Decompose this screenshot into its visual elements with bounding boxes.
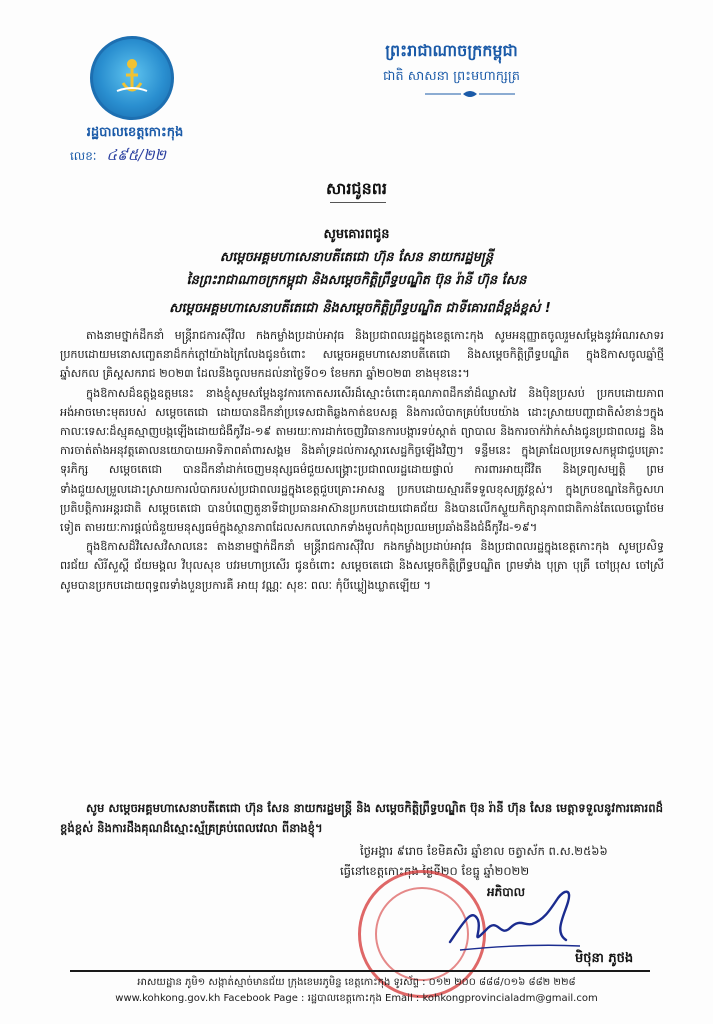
footer-contact: www.kohkong.gov.kh Facebook Page : រដ្ឋបាលខេត្តកោះកុង Email : kohkongprovincialadm@gmail.com	[115, 993, 598, 1004]
ornament-divider-icon	[425, 90, 515, 98]
footer-divider	[70, 970, 650, 972]
lunar-date: ថ្ងៃអង្គារ ៩រោច ខែមិគសិរ ឆ្នាំខាល ចត្វាស័ក ព.ស.២៥៦៦	[360, 844, 608, 858]
kingdom-heading: ព្រះរាជាណាចក្រកម្ពុជា	[385, 41, 518, 60]
footer-address: អាសយដ្ឋាន ភូមិ១ សង្កាត់ស្មាច់មានជ័យ ក្រុងខេមរភូមិន្ទ ខេត្តកោះកុង ទូរស័ព្ទ : ០១២ ២០០ ៨៨៨/០១៦ ៨៨២ ២២៨	[137, 977, 576, 988]
signer-title: អភិបាល	[487, 885, 526, 899]
addressee-line-3: នៃព្រះរាជាណាចក្រកម្ពុជា និងសម្តេចកិត្តិព្រឹទ្ធបណ្ឌិត ប៊ុន រ៉ានី ហ៊ុន សែន	[186, 273, 527, 288]
body-paragraph-1: តាងនាមថ្នាក់ដឹកនាំ មន្ត្រីរាជការស៊ីវិល កងកម្លាំងប្រដាប់អាវុធ និងប្រជាពលរដ្ឋក្នុងខេត្តកោះកុង សូមអនុញ្ញាតចូលរួមសម្តែងនូវអំណរសាទរ ប្រកបដោយមនោសញ្ចេតនាដ៏កក់ក្តៅយ៉ាងក្រៃលែងជូនចំពោះ សម្តេចអគ្គមហាសេនាបតីតេជោ និងសម្តេចកិត្តិព្រឹទ្ធបណ្ឌិត ក្នុងឱកាសចូលឆ្នាំថ្មី ឆ្នាំសកល គ្រិស្តសករាជ ២០២៣ ដែលនឹងចូលមកដល់នាថ្ងៃទី០១ ខែមករា ឆ្នាំ២០២៣ ខាងមុខនេះ។	[60, 329, 664, 381]
closing-paragraph	[60, 798, 664, 838]
addressee-line-1: សូមគោរពជូន	[323, 227, 390, 242]
letter-body	[60, 326, 664, 595]
solar-date: ធ្វើនៅខេត្តកោះកុង ថ្ងៃទី២០ ខែធ្នូ ឆ្នាំ២០២២	[340, 864, 530, 878]
title-underline	[330, 202, 386, 203]
signer-name: មិថុនា ភូថង	[575, 951, 634, 966]
salutation: សម្តេចអគ្គមហាសេនាបតីតេជោ និងសម្តេចកិត្តិព្រឹទ្ធបណ្ឌិត ជាទីគោរពដ៏ខ្ពង់ខ្ពស់ !	[169, 301, 551, 316]
document-title: សារជូនពរ	[326, 179, 387, 198]
addressee-line-2: សម្តេចអគ្គមហាសេនាបតីតេជោ ហ៊ុន សែន នាយករដ្ឋមន្ត្រី	[219, 250, 494, 265]
national-motto: ជាតិ សាសនា ព្រះមហាក្សត្រ	[383, 69, 520, 84]
body-paragraph-2: ក្នុងឱកាសដ៏ឧត្តុង្គឧត្តមនេះ នាងខ្ញុំសូមសម្តែងនូវការកោតសរសើរដ៏ស្មោះចំពោះគុណភាពដឹកនាំដ៏ឈ្លាសវៃ និងប៉ិនប្រសប់ ប្រកបដោយភាពអង់អាចមោះមុតរបស់ សម្តេចតេជោ ដោយបានដឹកនាំប្រទេសជាតិឆ្លងកាត់ឧបសគ្គ និងការលំបាកគ្រប់បែបយ៉ាង ដោះស្រាយបញ្ហាជាតិសំខាន់ៗក្នុងកាលៈទេសៈដ៏ស្មុគស្មាញបង្កឡើងដោយជំងឺកូវីដ-១៩ តាមរយៈការដាក់ចេញវិធានការបង្ការទប់ស្កាត់ ព្យាបាល និងការចាក់វ៉ាក់សាំងជូនប្រជាពលរដ្ឋ និងការចាត់តាំងអនុវត្តគោលនយោបាយអាទិភាពគាំពារសង្គម និងគាំទ្រដល់ការស្តារសេដ្ឋកិច្ចឡើងវិញ។ ទន្ទឹមនេះ ក្នុងគ្រាដែលប្រទេសកម្ពុជាជួបគ្រោះទុរភិក្ស សម្តេចតេជោ បានដឹកនាំដាក់ចេញមនុស្សធម៌ជួយសង្គ្រោះប្រជាពលរដ្ឋដោយផ្ទាល់ ការពារអាយុជីវិត និងទ្រព្យសម្បត្តិ ព្រមទាំងជួយសម្រួលដោះស្រាយការលំបាករបស់ប្រជាពលរដ្ឋក្នុងខេត្តជួបគ្រោះអាសន្ន ប្រកបដោយស្មារតីទទួលខុសត្រូវខ្ពស់។ ក្នុងក្របខណ្ឌនៃកិច្ចសហប្រតិបត្តិការអន្តរជាតិ សម្តេចតេជោ បានបំពេញតួនាទីជាប្រធានអាស៊ានប្រកបដោយជោគជ័យ និងបានលើកស្ទួយកិត្យានុភាពជាតិកាន់តែលេចធ្លោថែមទៀត តាមរយៈការផ្តល់ជំនួយមនុស្សធម៌ក្នុងស្ថានភាពដែលសកលលោកទាំងមូលកំពុងប្រឈមប្រឆាំងនឹងជំងឺកូវីដ-១៩។	[60, 386, 664, 535]
closing-text: សូម សម្តេចអគ្គមហាសេនាបតីតេជោ ហ៊ុន សែន នាយករដ្ឋមន្ត្រី និង សម្តេចកិត្តិព្រឹទ្ធបណ្ឌិត ប៊ុន រ៉ានី ហ៊ុន សែន មេត្តាទទួលនូវការគោរពដ៏ខ្ពង់ខ្ពស់ និងការដឹងគុណដ៏ស្មោះស្ម័គ្រគ្រប់ពេលវេលា ពីនាងខ្ញុំ។	[60, 801, 663, 835]
body-paragraph-3: ក្នុងឱកាសដ៏វិសេសវិសាលនេះ តាងនាមថ្នាក់ដឹកនាំ មន្ត្រីរាជការស៊ីវិល កងកម្លាំងប្រដាប់អាវុធ និងប្រជាពលរដ្ឋក្នុងខេត្តកោះកុង សូមប្រសិទ្ធពរជ័យ សិរីសួស្តី ជ័យមង្គល វិបុលសុខ បវរមហាប្រសើរ ជូនចំពោះ សម្តេចតេជោ និងសម្តេចកិត្តិព្រឹទ្ធបណ្ឌិត ព្រមទាំង បុត្រា បុត្រី ចៅប្រុស ចៅស្រី សូមបានប្រកបដោយពុទ្ធពរទាំងបួនប្រការគឺ អាយុ វណ្ណៈ សុខៈ ពលៈ កុំបីឃ្លៀងឃ្លាតឡើយ ។	[60, 540, 664, 592]
reference-number	[70, 146, 166, 168]
handwritten-signature-icon	[440, 880, 590, 960]
reference-value: ៤៩៥/២២	[106, 146, 166, 164]
reference-label: លេខៈ	[70, 149, 97, 163]
org-name: រដ្ឋបាលខេត្តកោះកុង	[86, 125, 184, 140]
